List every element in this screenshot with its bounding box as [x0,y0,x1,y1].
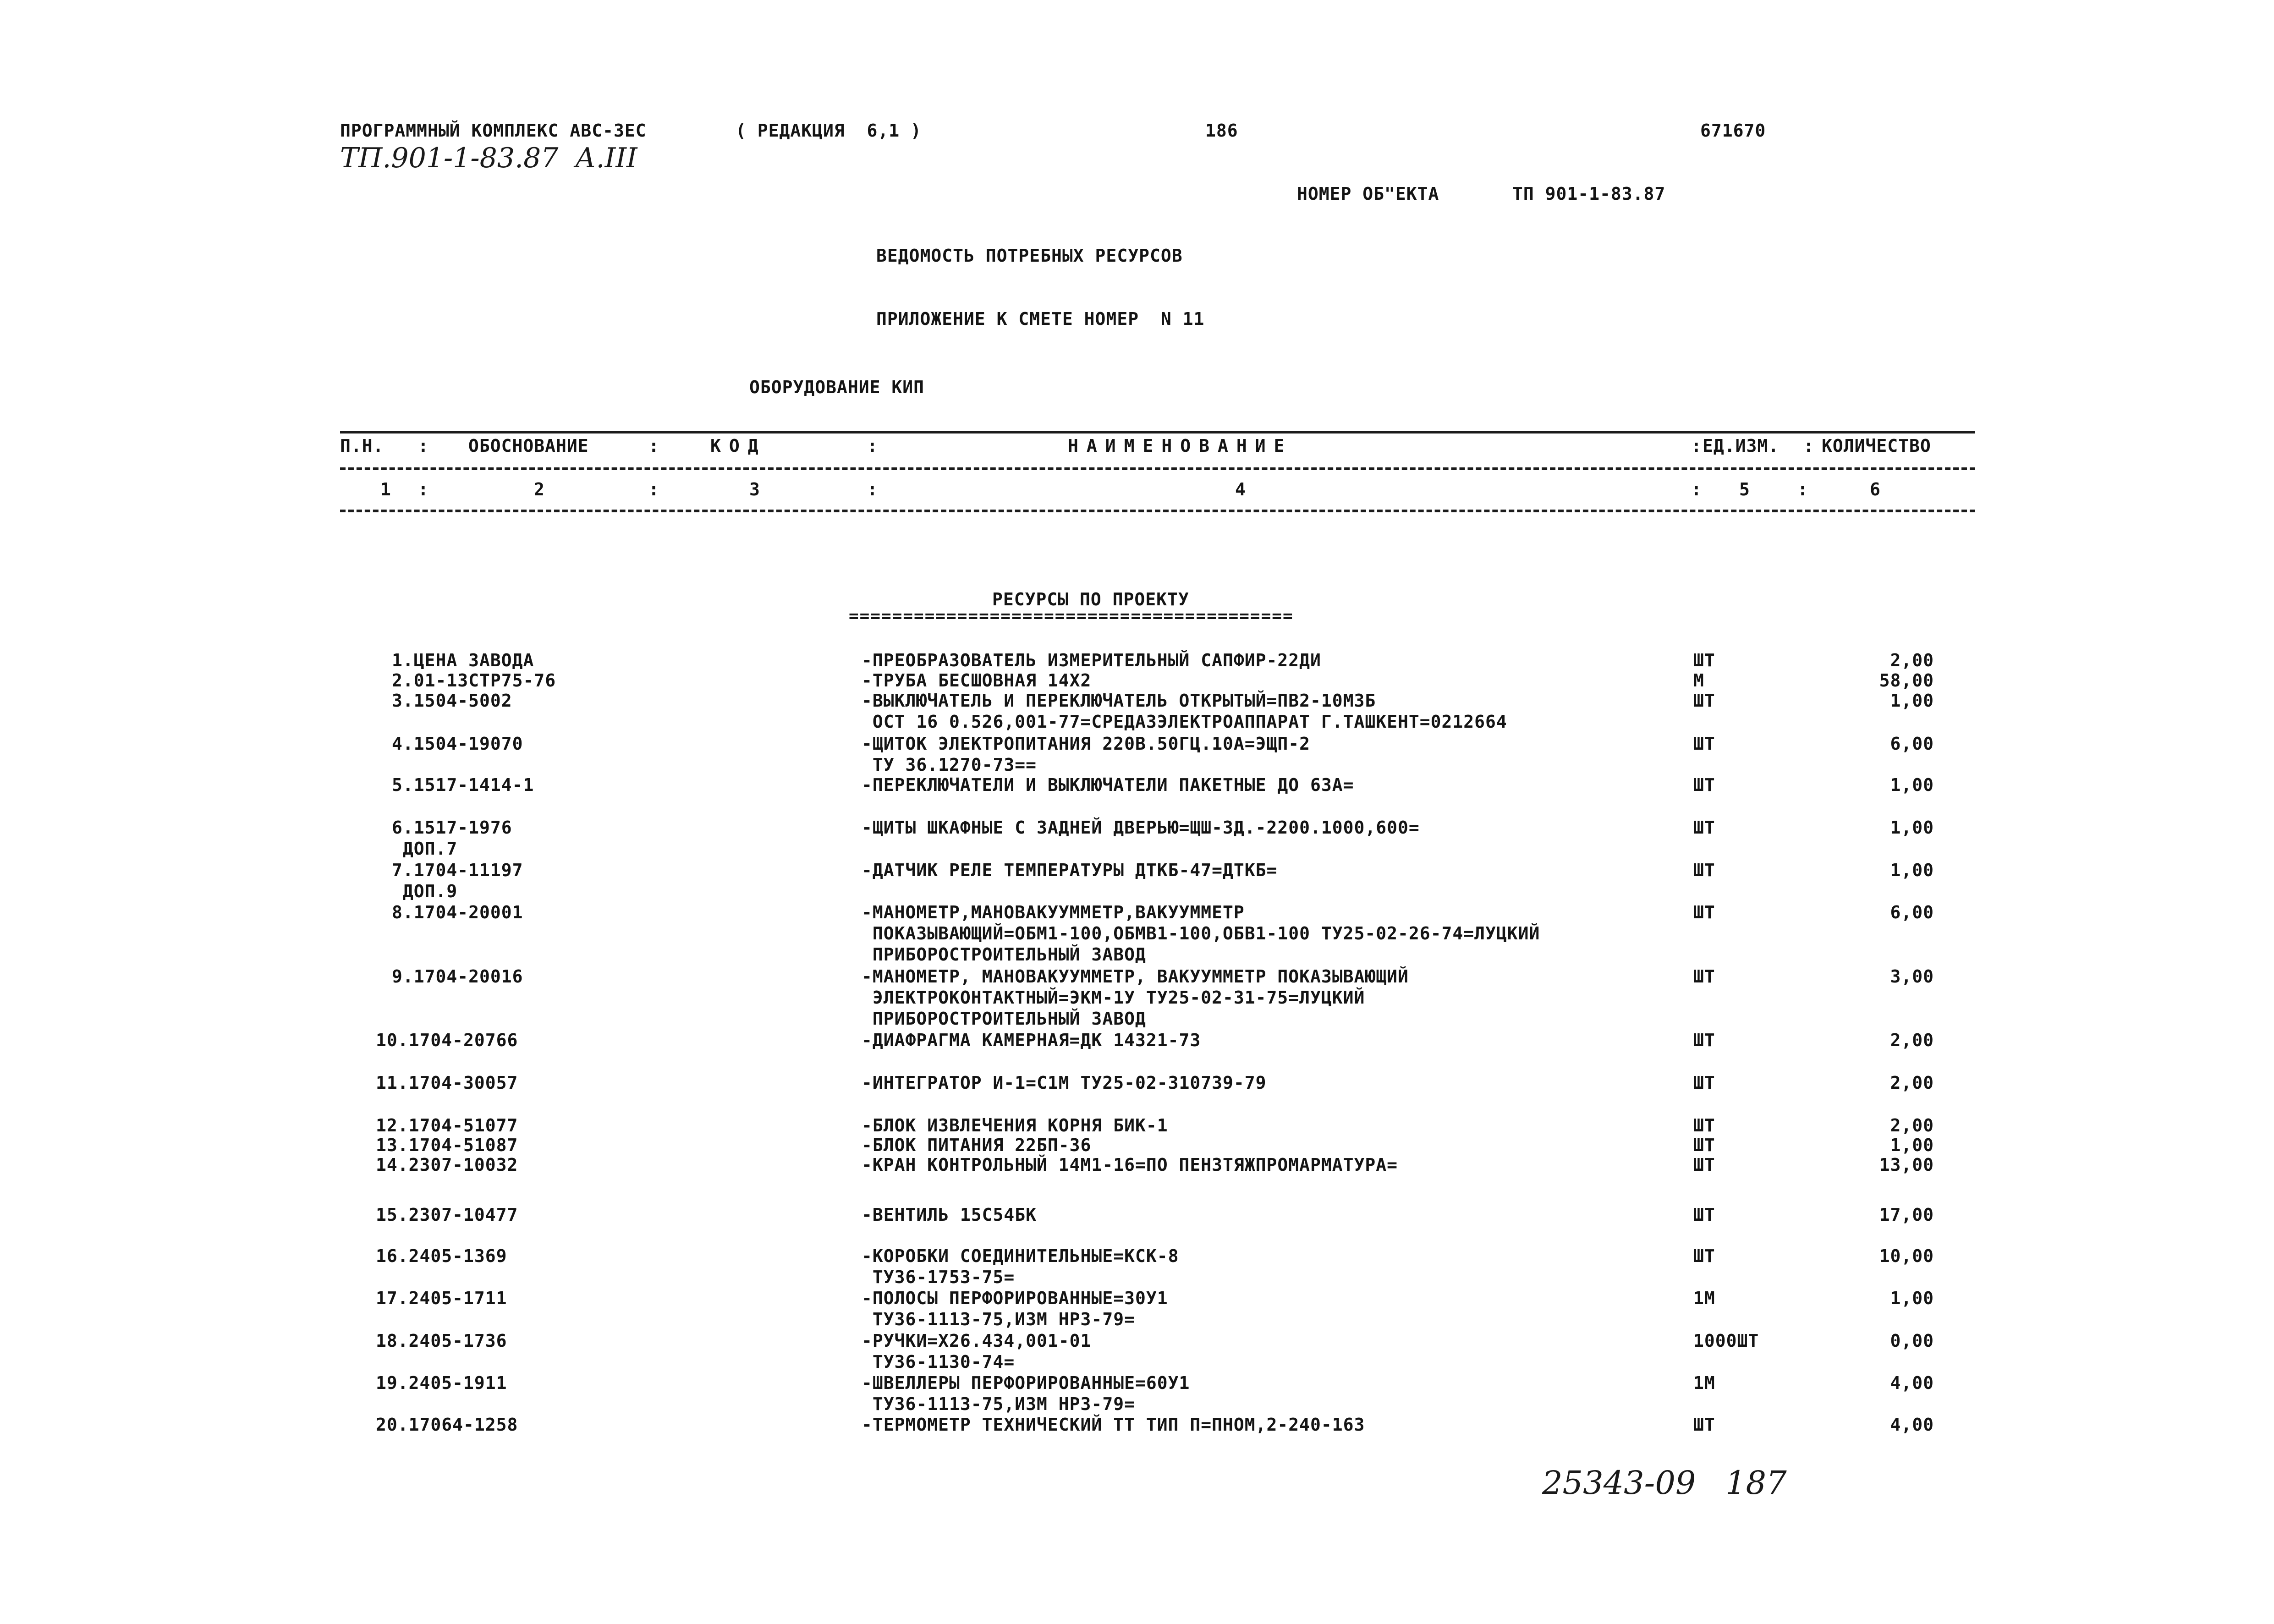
table-top-rule [340,431,1975,433]
row-unit: ШТ [1693,650,1715,670]
row-name: -МАНОМЕТР, МАНОВАКУУММЕТР, ВАКУУММЕТР ПОКАЗЫВАЮЩИЙ ЭЛЕКТРОКОНТАКТНЫЙ=ЭКМ-1У ТУ25-02-31-75=ЛУЦКИЙ ПРИБОРОСТРОИТЕЛЬНЫЙ ЗАВОД [862,966,1409,1029]
row-unit: ШТ [1693,1155,1715,1175]
row-unit: ШТ [1693,1246,1715,1266]
row-code: 4.1504-19070 [392,734,523,754]
row-code: 15.2307-10477 [376,1205,518,1225]
col-sep: : [1691,436,1702,456]
row-code: 20.17064-1258 [376,1415,518,1435]
handwritten-archive-number: 25343-09 [1542,1464,1696,1502]
row-name: -КРАН КОНТРОЛЬНЫЙ 14М1-16=ПО ПЕНЗТЯЖПРОМАРМАТУРА= [862,1155,1398,1175]
col-sep: : [1797,479,1808,499]
object-label: НОМЕР ОБ"ЕКТА [1297,184,1439,204]
col-label-quantity: КОЛИЧЕСТВО [1822,436,1931,456]
row-code: 17.2405-1711 [376,1288,507,1308]
row-qty: 0,00 [1890,1331,1934,1351]
row-name: -ЩИТЫ ШКАФНЫЕ С ЗАДНЕЙ ДВЕРЬЮ=ЩШ-ЗД.-2200.1000,600= [862,817,1420,838]
row-name: -ТРУБА БЕСШОВНАЯ 14Х2 [862,670,1092,691]
col-label-unit: ЕД.ИЗМ. [1703,436,1780,456]
row-unit: ШТ [1693,691,1715,711]
row-code: 12.1704-51077 [376,1115,518,1136]
handwritten-project-number: ТП.901-1-83.87 [340,142,559,174]
row-qty: 4,00 [1890,1373,1934,1393]
row-name: -ШВЕЛЛЕРЫ ПЕРФОРИРОВАННЫЕ=60У1 ТУ36-1113-75,ИЗМ НРЗ-79= [862,1373,1190,1414]
row-unit: ШТ [1693,817,1715,838]
col-num-6: 6 [1870,479,1881,499]
row-code: 1.ЦЕНА ЗАВОДА [392,650,534,670]
row-code: 18.2405-1736 [376,1331,507,1351]
row-name: -ДАТЧИК РЕЛЕ ТЕМПЕРАТУРЫ ДТКБ-47=ДТКБ= [862,860,1278,880]
row-qty: 2,00 [1890,1030,1934,1050]
row-qty: 1,00 [1890,817,1934,838]
row-name: -ТЕРМОМЕТР ТЕХНИЧЕСКИЙ ТТ ТИП П=ПНОМ,2-240-163 [862,1415,1365,1435]
row-code: 6.1517-1976 ДОП.7 [392,817,512,859]
row-code: 3.1504-5002 [392,691,512,711]
object-number: ТП 901-1-83.87 [1512,184,1666,204]
row-code: 7.1704-11197 ДОП.9 [392,860,523,901]
row-unit: 1М [1693,1373,1715,1393]
handwritten-album: А.III [575,142,637,174]
row-name: -БЛОК ИЗВЛЕЧЕНИЯ КОРНЯ БИК-1 [862,1115,1168,1136]
row-unit: ШТ [1693,1415,1715,1435]
col-sep: : [1803,436,1814,456]
row-unit: ШТ [1693,734,1715,754]
col-num-3: 3 [749,479,760,499]
row-name: -ВЫКЛЮЧАТЕЛЬ И ПЕРЕКЛЮЧАТЕЛЬ ОТКРЫТЫЙ=ПВ2-10М3Б ОСТ 16 0.526,001-77=СРЕДАЗЭЛЕКТРОАППАРАТ Г.ТАШКЕНТ=0212664 [862,691,1507,732]
col-label-name: НАИМЕНОВАНИЕ [1068,436,1293,456]
row-qty: 1,00 [1890,1288,1934,1308]
row-name: -ДИАФРАГМА КАМЕРНАЯ=ДК 14321-73 [862,1030,1201,1050]
row-unit: 1000ШТ [1693,1331,1759,1351]
row-qty: 1,00 [1890,860,1934,880]
row-unit: М [1693,670,1704,691]
col-sep: : [867,479,878,499]
page-number: 186 [1205,121,1238,141]
row-qty: 1,00 [1890,1135,1934,1155]
row-qty: 2,00 [1890,1115,1934,1136]
row-unit: ШТ [1693,1115,1715,1136]
col-num-5: 5 [1739,479,1750,499]
row-code: 10.1704-20766 [376,1030,518,1050]
document-code: 671670 [1700,121,1766,141]
col-num-4: 4 [1235,479,1246,499]
statement-title: ВЕДОМОСТЬ ПОТРЕБНЫХ РЕСУРСОВ [876,246,1183,266]
col-sep: : [418,436,429,456]
section-heading-underline: ========================================= [849,607,1294,625]
program-name: ПРОГРАММНЫЙ КОМПЛЕКС АВС-3ЕС [340,121,647,141]
col-sep: : [648,479,659,499]
row-name: -МАНОМЕТР,МАНОВАКУУММЕТР,ВАКУУММЕТР ПОКАЗЫВАЮЩИЙ=ОБМ1-100,ОБМВ1-100,ОБВ1-100 ТУ25-02-26-74=ЛУЦКИЙ ПРИБОРОСТРОИТЕЛЬНЫЙ ЗАВОД [862,902,1540,965]
row-code: 9.1704-20016 [392,966,523,987]
col-label-code: КОД [710,436,767,456]
row-name: -РУЧКИ=Х26.434,001-01 ТУ36-1130-74= [862,1331,1092,1372]
row-unit: ШТ [1693,966,1715,987]
row-name: -КОРОБКИ СОЕДИНИТЕЛЬНЫЕ=КСК-8 ТУ36-1753-75= [862,1246,1179,1287]
row-code: 2.01-13СТР75-76 [392,670,556,691]
row-unit: ШТ [1693,860,1715,880]
row-name: -ПРЕОБРАЗОВАТЕЛЬ ИЗМЕРИТЕЛЬНЫЙ САПФИР-22ДИ [862,650,1321,670]
row-name: -БЛОК ПИТАНИЯ 22БП-36 [862,1135,1092,1155]
row-qty: 58,00 [1879,670,1934,691]
appendix-title: ПРИЛОЖЕНИЕ К СМЕТЕ НОМЕР N 11 [876,309,1205,329]
row-unit: 1М [1693,1288,1715,1308]
row-name: -ВЕНТИЛЬ 15С54БК [862,1205,1037,1225]
col-num-2: 2 [534,479,545,499]
row-qty: 3,00 [1890,966,1934,987]
row-unit: ШТ [1693,775,1715,795]
col-sep: : [1691,479,1702,499]
row-code: 13.1704-51087 [376,1135,518,1155]
row-qty: 17,00 [1879,1205,1934,1225]
row-name: -ПЕРЕКЛЮЧАТЕЛИ И ВЫКЛЮЧАТЕЛИ ПАКЕТНЫЕ ДО 63А= [862,775,1354,795]
row-qty: 6,00 [1890,734,1934,754]
col-num-1: 1 [380,479,391,499]
row-unit: ШТ [1693,1205,1715,1225]
handwritten-page-number: 187 [1725,1464,1787,1502]
row-qty: 1,00 [1890,691,1934,711]
row-unit: ШТ [1693,1135,1715,1155]
col-sep: : [418,479,429,499]
row-code: 11.1704-30057 [376,1073,518,1093]
row-code: 14.2307-10032 [376,1155,518,1175]
row-unit: ШТ [1693,1030,1715,1050]
row-code: 8.1704-20001 [392,902,523,922]
row-unit: ШТ [1693,1073,1715,1093]
section-title: ОБОРУДОВАНИЕ КИП [749,377,925,397]
row-qty: 10,00 [1879,1246,1934,1266]
col-label-pn: П.Н. [340,436,384,456]
edition: ( РЕДАКЦИЯ 6,1 ) [736,121,922,141]
col-sep: : [648,436,659,456]
row-qty: 1,00 [1890,775,1934,795]
row-qty: 2,00 [1890,1073,1934,1093]
table-bottom-rule [340,510,1975,512]
row-code: 16.2405-1369 [376,1246,507,1266]
row-qty: 6,00 [1890,902,1934,922]
col-sep: : [867,436,878,456]
row-qty: 2,00 [1890,650,1934,670]
section-heading: РЕСУРСЫ ПО ПРОЕКТУ [992,589,1189,609]
row-code: 5.1517-1414-1 [392,775,534,795]
row-name: -ЩИТОК ЭЛЕКТРОПИТАНИЯ 220В.50ГЦ.10А=ЭЩП-2 ТУ 36.1270-73== [862,734,1310,775]
row-code: 19.2405-1911 [376,1373,507,1393]
row-qty: 13,00 [1879,1155,1934,1175]
row-name: -ИНТЕГРАТОР И-1=С1М ТУ25-02-310739-79 [862,1073,1267,1093]
row-qty: 4,00 [1890,1415,1934,1435]
row-unit: ШТ [1693,902,1715,922]
table-mid-rule [340,467,1975,470]
row-name: -ПОЛОСЫ ПЕРФОРИРОВАННЫЕ=30У1 ТУ36-1113-75,ИЗМ НРЗ-79= [862,1288,1168,1329]
col-label-basis: ОБОСНОВАНИЕ [468,436,589,456]
